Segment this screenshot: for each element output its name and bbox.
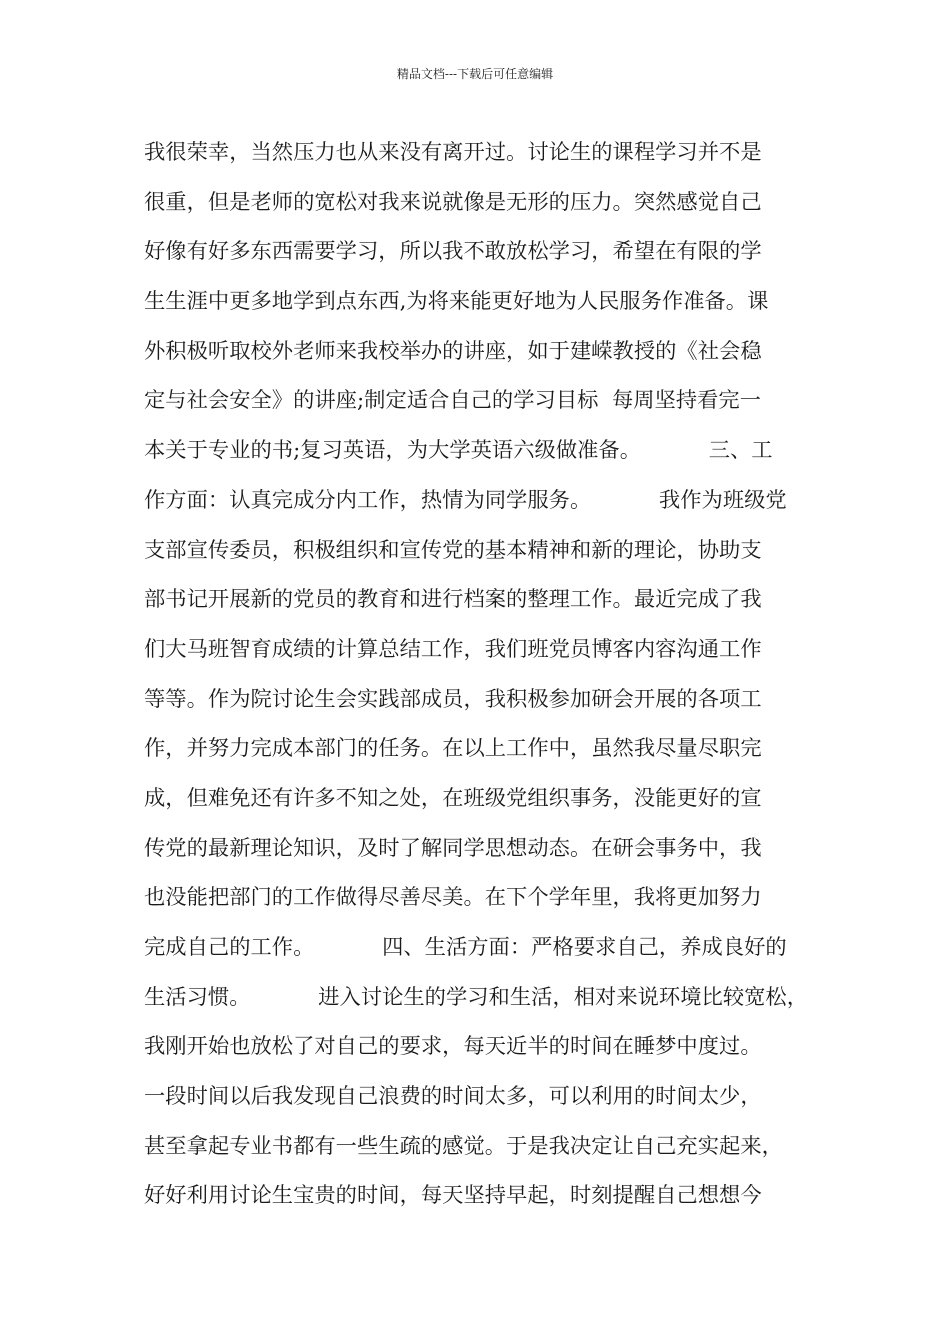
text-line: 生活习惯。 进入讨论生的学习和生活，相对来说环境比较宽松， [144,984,809,1010]
text-line: 们大马班智育成绩的计算总结工作，我们班党员博客内容沟通工作 [144,636,762,662]
text-line: 传党的最新理论知识，及时了解同学思想动态。在研会事务中，我 [144,835,762,861]
text-line: 等等。作为院讨论生会实践部成员，我积极参加研会开展的各项工 [144,686,762,712]
text-line: 好好利用讨论生宝贵的时间，每天坚持早起，时刻提醒自己想想今 [144,1183,762,1209]
text-line: 我刚开始也放松了对自己的要求，每天近半的时间在睡梦中度过。 [144,1034,762,1060]
text-line: 生生涯中更多地学到点东西,为将来能更好地为人民服务作准备。课 [144,289,769,315]
document-body [144,128,844,1221]
text-line: 定与社会安全》的讲座;制定适合自己的学习目标 每周坚持看完一 [144,388,762,414]
text-line: 外积极听取校外老师来我校举办的讲座，如于建嵘教授的《社会稳 [144,338,762,364]
text-line: 好像有好多东西需要学习，所以我不敢放松学习，希望在有限的学 [144,239,762,265]
text-line: 我很荣幸，当然压力也从来没有离开过。讨论生的课程学习并不是 [144,140,762,165]
text-line: 作方面：认真完成分内工作，热情为同学服务。 我作为班级党 [144,487,787,513]
text-line: 也没能把部门的工作做得尽善尽美。在下个学年里，我将更加努力 [144,885,762,911]
page-header: 精品文档---下载后可任意编辑 [396,67,554,81]
text-line: 一段时间以后我发现自己浪费的时间太多，可以利用的时间太少， [144,1084,762,1110]
text-line: 成，但难免还有许多不知之处，在班级党组织事务，没能更好的宣 [144,785,762,811]
text-line: 很重，但是老师的宽松对我来说就像是无形的压力。突然感觉自己 [144,189,762,215]
text-line: 甚至拿起专业书都有一些生疏的感觉。于是我决定让自己充实起来， [144,1133,783,1159]
text-line: 完成自己的工作。 四、生活方面：严格要求自己，养成良好的 [144,935,787,960]
text-line: 支部宣传委员，积极组织和宣传党的基本精神和新的理论，协助支 [144,537,762,563]
text-line: 本关于专业的书;复习英语，为大学英语六级做准备。 三、工 [144,438,773,464]
text-line: 部书记开展新的党员的教育和进行档案的整理工作。最近完成了我 [144,587,762,613]
text-line: 作，并努力完成本部门的任务。在以上工作中，虽然我尽量尽职完 [144,736,762,762]
